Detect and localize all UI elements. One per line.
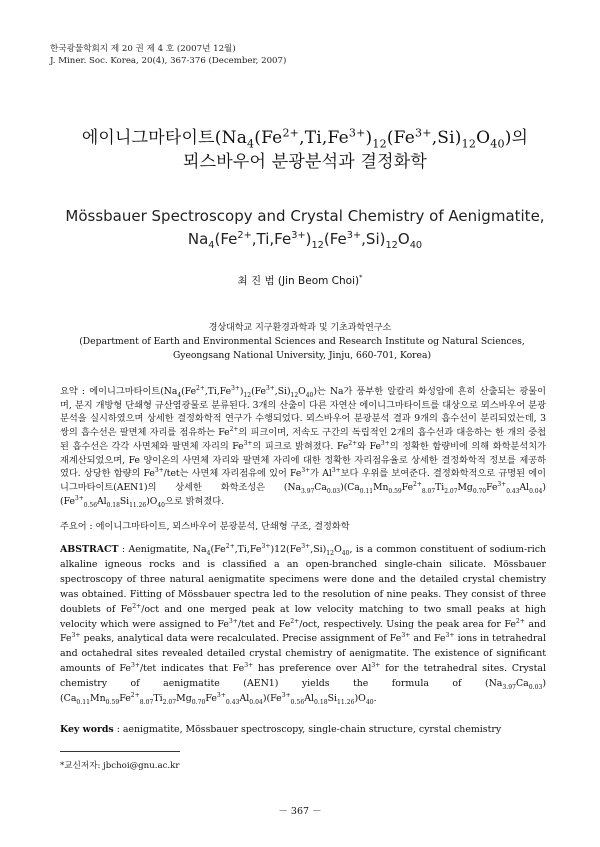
affiliation-english: (Department of Earth and Environmental Sciences and Research Institute og Natural Sciences, Gyeongsang National University, Jinju, 660-701, Korea) <box>79 336 525 361</box>
title-english <box>60 205 550 251</box>
keywords-korean: 주요어 : 에이니그마타이트, 뫼스바우어 분광분석, 단쇄형 구조, 결정화학 <box>60 521 350 532</box>
author-mark: * <box>359 273 363 282</box>
author-line <box>0 273 600 288</box>
abstract-korean: 요약 : 에이니그마타이트$(Na_4(Fe^{2+},Ti,Fe^{3+})_{12}(Fe^{3+},Si)_{12}O_{40})$는 Na가 풍부한 알칼리 화성암에 흔히 산출되는 광물이며, 분지 개방형 단쇄형 규산염광물로 분류된다. 3개의 산출이 다른 자연산 에이니그마타이트를 대상으로 뫼스바우어 분광분석을 실시하였으며 상세한 결정화학적 연구가 수행되었다. 뫼스바우어 분광분석 결과 9개의 흡수선이 분리되었는데, 3쌍의 흡수선은 팔면체 자리를 점유하는 $Fe^{2+}$의 피크이며, 저속도 구간의 독립적인 2개의 흡수선과 대응하는 한 개의 중첩된 흡수선은 각각 사면체와 팔면체 자리의 $Fe^{3+}$의 피크로 밝혀졌다. $Fe^{2+}$와 $Fe^{3+}$의 정확한 함량비에 의해 화학분석치가 재계산되었으며, Fe 양이온의 사면체 자리와 팔면체 자리에 대한 정확한 자리점유율로 상세한 결정화학적 정보를 제공하였다. 상당한 함량의 $Fe^{3+}$/tet는 사면체 자리점유에 있어 $Fe^{3+}$가 $Al^{3+}$보다 우위를 보여준다. 결정화학적으로 규명된 에이니그마타이트(AEN1)의 상세한 화학조성은 $(Na_{3.97}Ca_{0.03})(Ca_{0.11}Mn_{0.59}Fe^{2+}_{8.07}Ti_{2.07}Mg_{0.70}Fe^{3+}_{0.43}Al_{0.04})(Fe^{3+}_{0.56}Al_{0.18}Si_{11.26})O_{40}$으로 밝혀졌다. <box>60 384 547 509</box>
journal-line-en: J. Miner. Soc. Korea, 20(4), 367-376 (December, 2007) <box>50 56 287 66</box>
page-number: － 367 － <box>278 806 322 817</box>
abstract-korean-label: 요약 : <box>60 386 90 397</box>
title-korean-line1: 에이니그마타이트$(Na_4(Fe^{2+},Ti,Fe^{3+})_{12}(Fe^{3+},Si)_{12}O_{40})$의 <box>81 126 529 151</box>
affiliation-korean: 경상대학교 지구환경과학과 및 기초과학연구소 <box>208 323 392 333</box>
keywords-english-label: Key words <box>60 724 114 735</box>
keywords-english: Key words : aenigmatite, Mössbauer spectroscopy, single-chain structure, cyrstal chemistry <box>60 724 502 735</box>
abstract-english-label: ABSTRACT <box>60 544 119 555</box>
corresponding-author-footnote: *교신저자: jbchoi@gnu.ac.kr <box>60 761 180 771</box>
title-korean-line2: 뫼스바우어 분광분석과 결정화학 <box>183 152 427 172</box>
title-english-formula: $Na_4(Fe^{2+},Ti,Fe^{3+})_{12}(Fe^{3+},Si)_{12}O_{40}$ <box>187 230 423 251</box>
abstract-english: ABSTRACT : Aenigmatite, $Na_4(Fe^{2+},Ti,Fe^{3+})12(Fe^{3+},Si)_{12}O_{40}$, is a common constituent of sodium-rich alkaline igneous rocks and is classified a an open-branched single-chain silicate. Mössbauer spectroscopy of three natural aenigmatite specimens were done and the detailed crystal chemistry was obtained. Fitting of Mössbauer spectra led to the resolution of nine peaks. They consist of three doublets of $Fe^{2+}$/oct and one merged peak at low velocity matching to two small peaks at high velocity which were assigned to $Fe^{3+}$/tet and $Fe^{2+}$/oct, respectively. Using the peak area for $Fe^{2+}$ and $Fe^{3+}$ peaks, analytical data were recalculated. Precise assignment of $Fe^{3+}$ and $Fe^{3+}$ ions in tetrahedral and octahedral sites revealed detailed crystal chemistry of aenigmatite. The existence of significant amounts of $Fe^{3+}$/tet indicates that $Fe^{3+}$ has preference over $Al^{3+}$ for the tetrahedral sites. Crystal chemistry of aenigmatite (AEN1) yields the formula of $(Na_{3.97}Ca_{0.03})(Ca_{0.11}Mn_{0.59}Fe^{2+}_{8.07}Ti_{2.07}Mg_{0.70}Fe^{3+}_{0.43}Al_{0.04})(Fe^{3+}_{0.56}Al_{0.18}Si_{11.26})O_{40}$. <box>60 542 547 706</box>
journal-header <box>50 43 286 67</box>
keywords-korean-label: 주요어 : <box>60 521 96 532</box>
footnote-divider <box>60 751 180 752</box>
journal-line-ko: 한국광물학회지 제 20 권 제 4 호 (2007년 12월) <box>50 44 236 54</box>
author-name: 최 진 범 (Jin Beom Choi) <box>237 275 360 287</box>
title-korean <box>70 126 540 174</box>
title-english-line1: Mössbauer Spectroscopy and Crystal Chemistry of Aenigmatite, <box>65 207 545 225</box>
